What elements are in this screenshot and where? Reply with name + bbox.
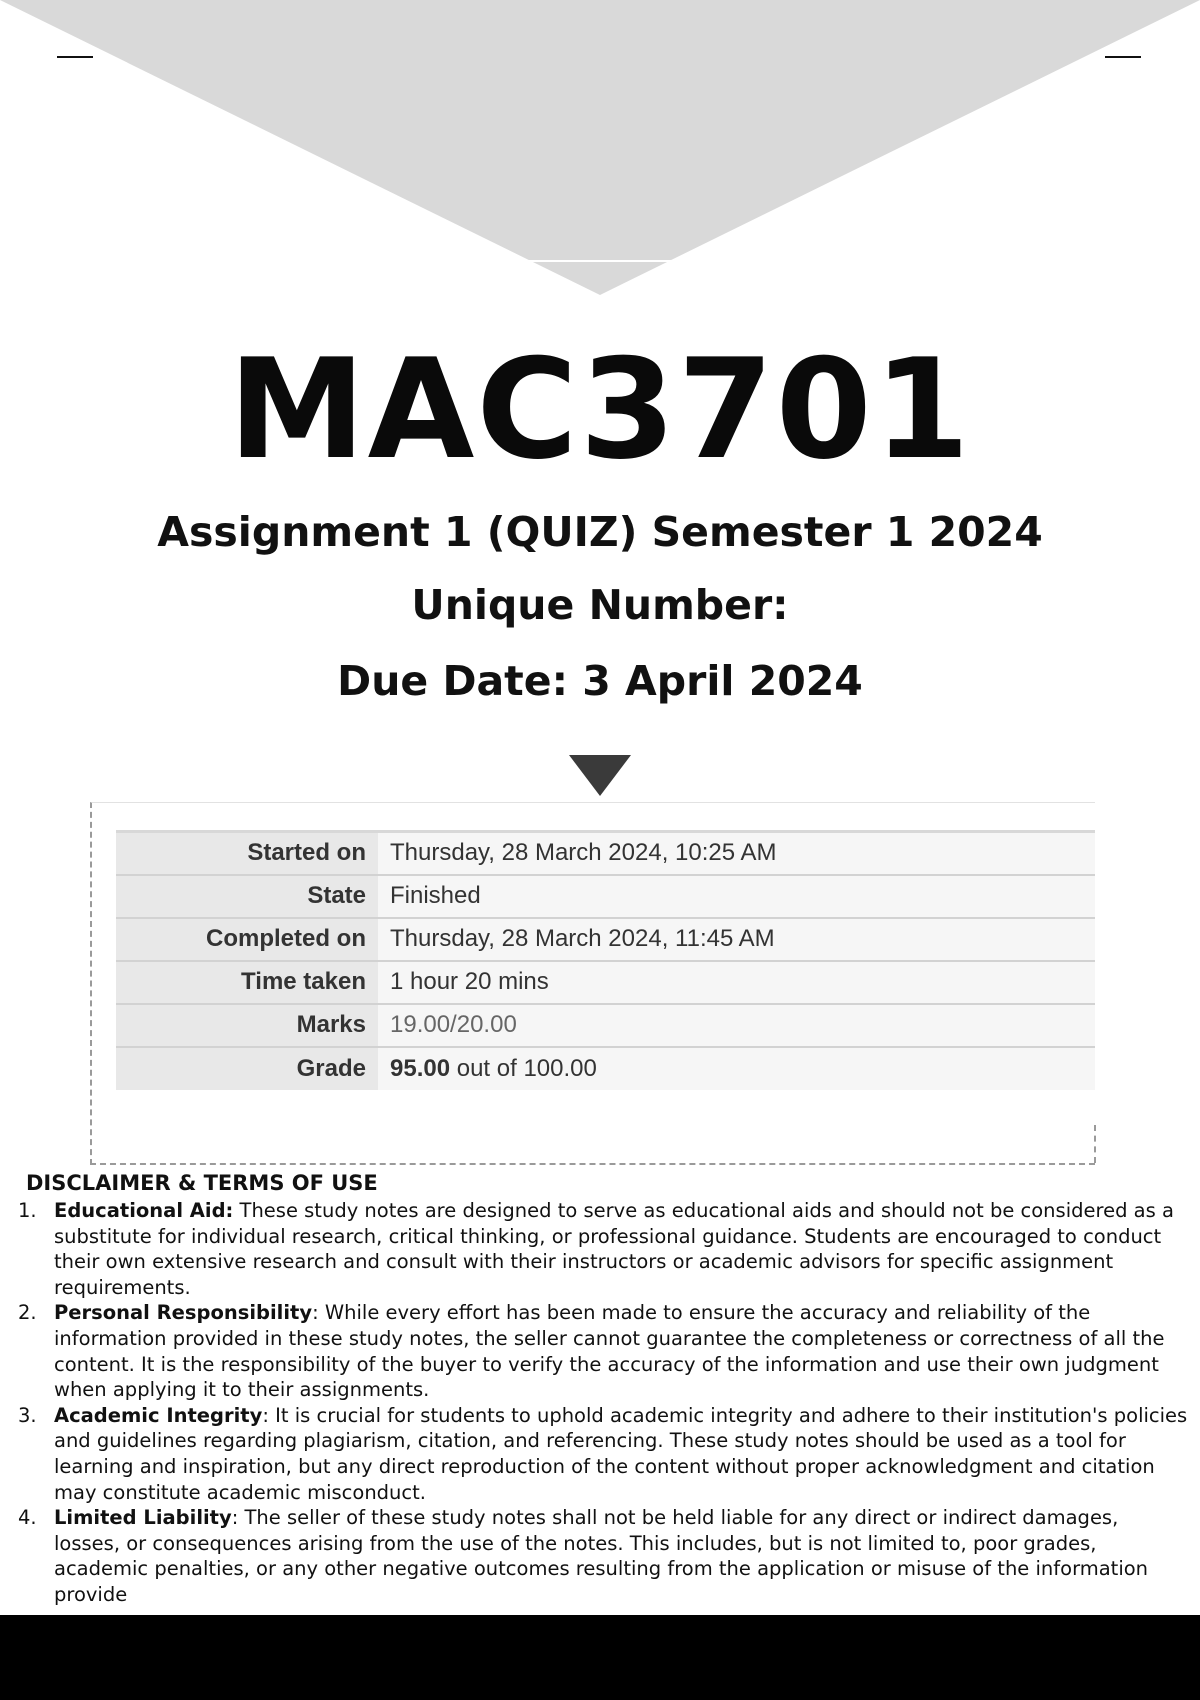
quiz-summary-table: [116, 830, 1095, 1090]
row-label: Grade: [116, 1047, 378, 1090]
table-row: [116, 875, 1095, 918]
table-row: [116, 1004, 1095, 1047]
list-item-text: These study notes are designed to serve as educational aids and should not be considered as a substitute for individual research, critical thinking, or professional guidance. Students are encouraged to conduct their own extensive research and consult with their instructors or academic advisors for specific assignment requirements.: [54, 1199, 1174, 1299]
list-item-text: : While every effort has been made to ensure the accuracy and reliability of the information provided in these study notes, the seller cannot guarantee the completeness or correctness of all the content. It is the responsibility of the buyer to verify the accuracy of the information and use their own judgment when applying it to their assignments.: [54, 1301, 1165, 1402]
due-date-label: Due Date: 3 April 2024: [337, 657, 863, 705]
row-label: Started on: [116, 832, 378, 875]
list-item-text: : The seller of these study notes shall not be held liable for any direct or indirect damages, losses, or consequences arising from the use of the notes. This includes, but is not limited to, poor grades, academic penalties, or any other negative outcomes resulting from the application or misuse of the information provide: [54, 1506, 1149, 1606]
row-value: 19.00/20.00: [378, 1004, 1095, 1047]
table-row: [116, 918, 1095, 961]
list-item-text: : It is crucial for students to uphold academic integrity and adhere to their institution's policies and guidelines regarding plagiarism, citation, and referencing. These study notes should be used as a tool for learning and inspiration, but any direct reproduction of the content without proper acknowledgment and citation may constitute academic misconduct.: [54, 1403, 1188, 1504]
unique-number-label: Unique Number:: [411, 581, 789, 629]
row-label: Marks: [116, 1004, 378, 1047]
row-value: 1 hour 20 mins: [378, 961, 1095, 1004]
disclaimer-list: [18, 1198, 1188, 1608]
corner-line-right: [1105, 56, 1141, 58]
arrow-down-icon: [569, 755, 631, 796]
grade-score: 95.00: [390, 1054, 451, 1082]
banner-chevron-shape: [0, 0, 1200, 300]
list-item-number: 1.: [18, 1199, 37, 1222]
row-value: Finished: [378, 875, 1095, 918]
assignment-title: Assignment 1 (QUIZ) Semester 1 2024: [157, 508, 1043, 556]
footer-bar: [0, 1615, 1200, 1700]
list-item: [18, 1198, 1188, 1300]
grade-suffix: out of 100.00: [450, 1054, 597, 1082]
row-label: Time taken: [116, 961, 378, 1004]
course-code-title: MAC3701: [228, 329, 972, 490]
row-value: Thursday, 28 March 2024, 11:45 AM: [378, 918, 1095, 961]
list-item: [18, 1505, 1188, 1607]
list-item-title: Educational Aid:: [54, 1199, 234, 1222]
list-item: [18, 1403, 1188, 1505]
list-item-title: Academic Integrity: [54, 1403, 263, 1427]
list-item-title: Personal Responsibility: [54, 1301, 313, 1325]
list-item: [18, 1300, 1188, 1402]
grade-value: [378, 1047, 1095, 1090]
list-item-number: 2.: [18, 1301, 37, 1325]
row-label: Completed on: [116, 918, 378, 961]
list-item-title: Limited Liability: [54, 1506, 232, 1530]
corner-line-left: [57, 56, 93, 58]
row-value: Thursday, 28 March 2024, 10:25 AM: [378, 832, 1095, 875]
table-row: [116, 832, 1095, 875]
list-item-number: 4.: [18, 1506, 37, 1530]
disclaimer-heading: DISCLAIMER & TERMS OF USE: [26, 1171, 378, 1195]
row-label: State: [116, 875, 378, 918]
list-item-number: 3.: [18, 1403, 37, 1427]
table-row-grade: [116, 1047, 1095, 1090]
table-row: [116, 961, 1095, 1004]
